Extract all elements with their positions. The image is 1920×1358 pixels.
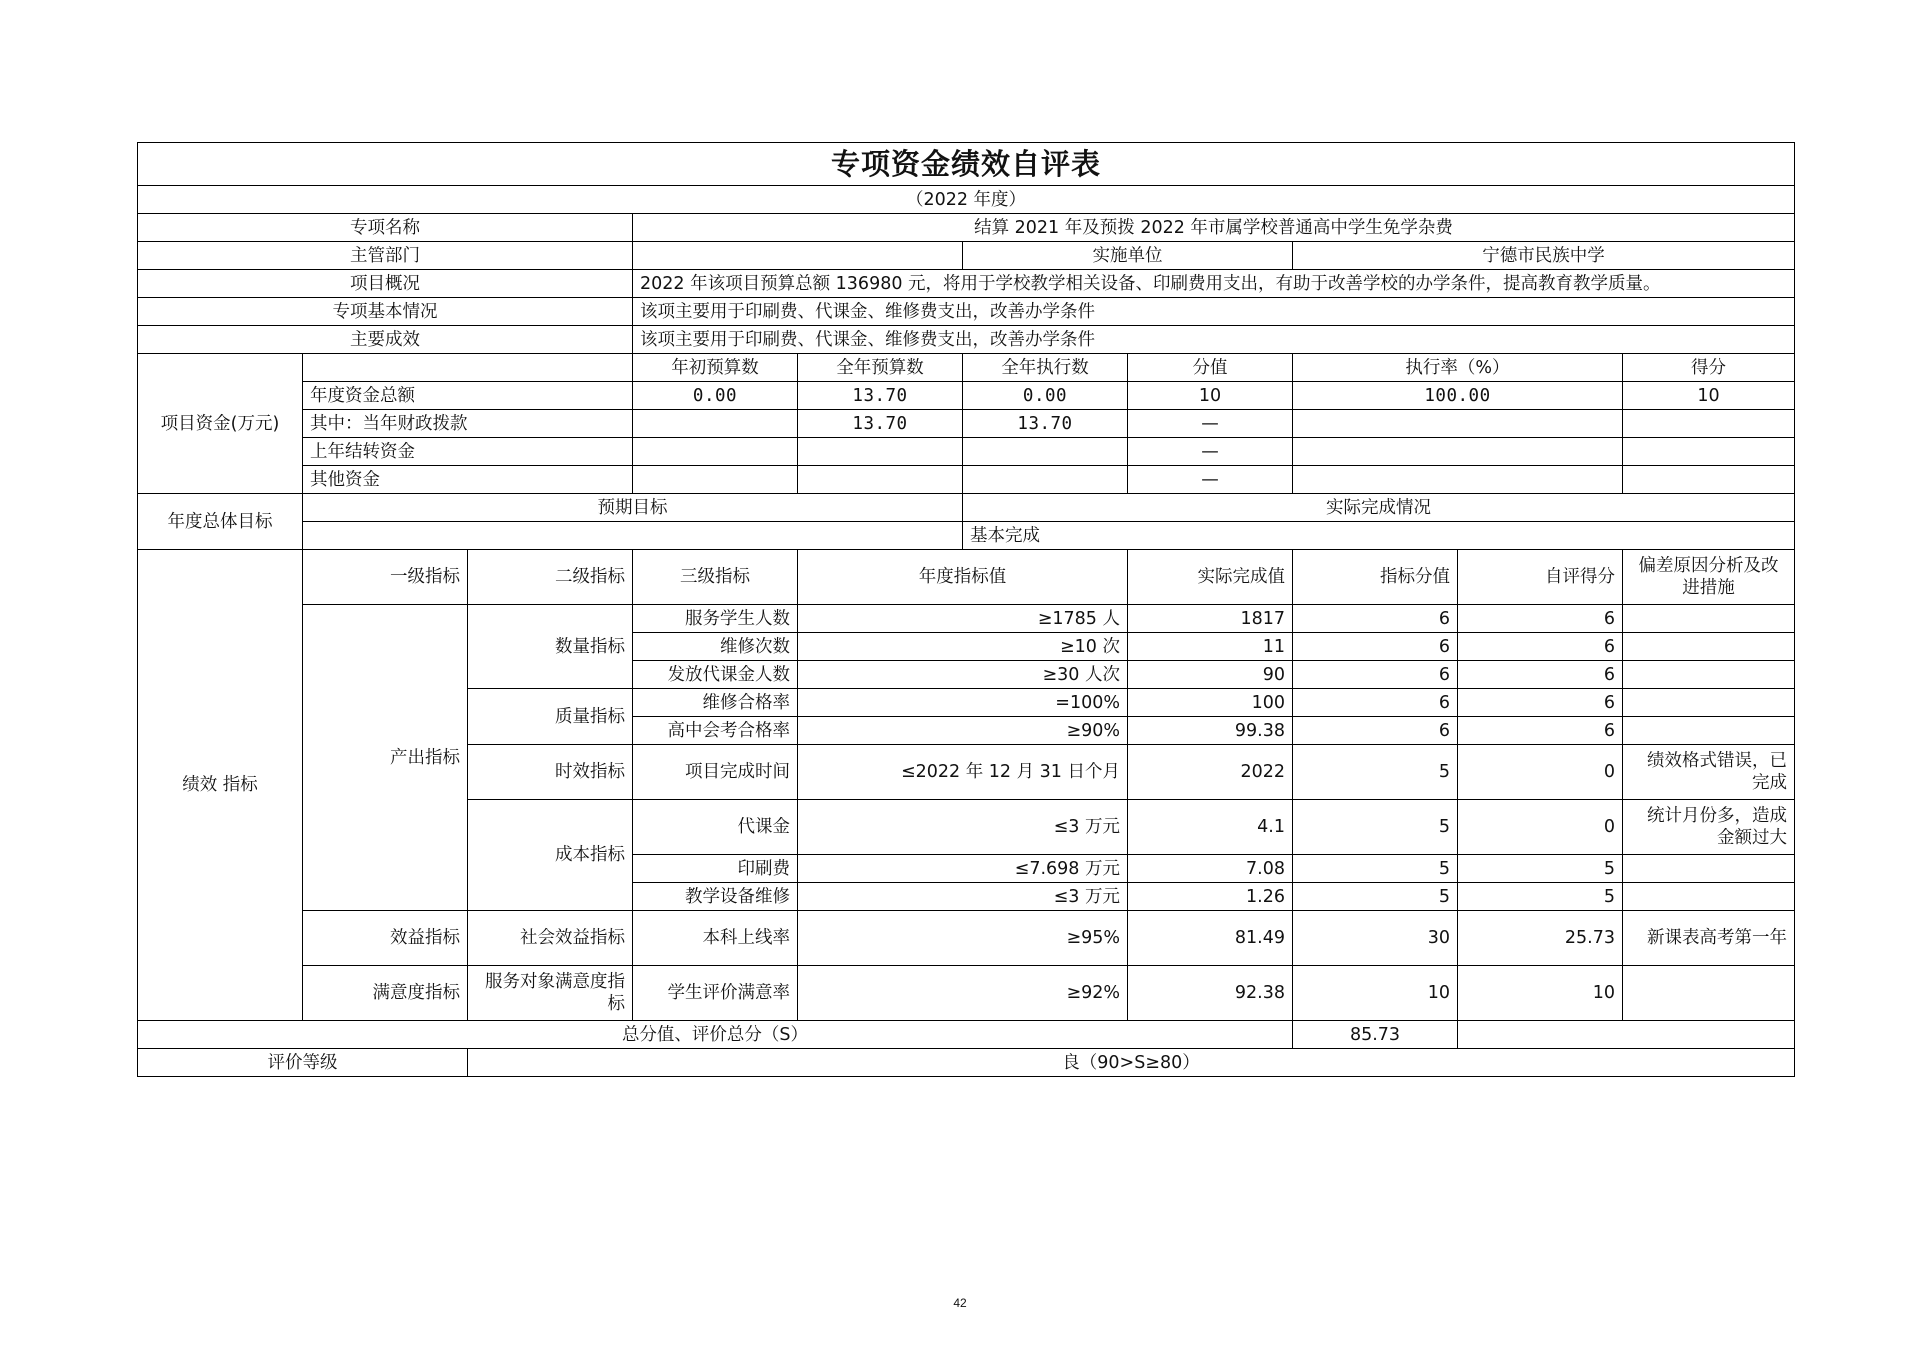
funds-cell — [1293, 438, 1623, 466]
indicator-name: 高中会考合格率 — [633, 717, 798, 745]
funds-header: 分值 — [1128, 354, 1293, 382]
dept-label: 主管部门 — [138, 242, 633, 270]
achievement-label: 主要成效 — [138, 326, 633, 354]
indicator-name: 印刷费 — [633, 855, 798, 883]
perf-header: 年度指标值 — [798, 550, 1128, 605]
funds-row-name: 上年结转资金 — [303, 438, 633, 466]
indicator-reason — [1623, 633, 1795, 661]
indicator-reason — [1623, 966, 1795, 1021]
indicator-reason — [1623, 661, 1795, 689]
indicator-actual: 4.1 — [1128, 800, 1293, 855]
indicator-actual: 1.26 — [1128, 883, 1293, 911]
funds-row-name: 其中：当年财政拨款 — [303, 410, 633, 438]
indicator-name: 维修次数 — [633, 633, 798, 661]
funds-cell — [798, 438, 963, 466]
indicator-actual: 99.38 — [1128, 717, 1293, 745]
perf-header: 实际完成值 — [1128, 550, 1293, 605]
indicator-weight: 10 — [1293, 966, 1458, 1021]
indicator-score: 6 — [1458, 689, 1623, 717]
expected-goal-header: 预期目标 — [303, 494, 963, 522]
project-name-label: 专项名称 — [138, 214, 633, 242]
indicator-weight: 6 — [1293, 717, 1458, 745]
indicator-reason: 绩效格式错误，已完成 — [1623, 745, 1795, 800]
indicator-actual: 92.38 — [1128, 966, 1293, 1021]
funds-row-name: 其他资金 — [303, 466, 633, 494]
funds-header-blank — [303, 354, 633, 382]
funds-cell: 10 — [1623, 382, 1795, 410]
funds-label: 项目资金(万元) — [138, 354, 303, 494]
funds-cell — [1293, 466, 1623, 494]
performance-evaluation-table — [137, 142, 1795, 1077]
level2-service-satisfaction: 服务对象满意度指标 — [468, 966, 633, 1021]
indicator-score: 5 — [1458, 855, 1623, 883]
grade-label: 评价等级 — [138, 1049, 468, 1077]
indicator-target: ≥92% — [798, 966, 1128, 1021]
indicator-target: ≥10 次 — [798, 633, 1128, 661]
indicator-reason: 统计月份多，造成金额过大 — [1623, 800, 1795, 855]
funds-cell — [633, 438, 798, 466]
indicator-score: 6 — [1458, 633, 1623, 661]
dept-value — [633, 242, 963, 270]
unit-label: 实施单位 — [963, 242, 1293, 270]
indicator-target: ≤7.698 万元 — [798, 855, 1128, 883]
indicator-name: 本科上线率 — [633, 911, 798, 966]
funds-cell — [963, 466, 1128, 494]
indicator-name: 学生评价满意率 — [633, 966, 798, 1021]
indicator-reason — [1623, 605, 1795, 633]
perf-header: 自评得分 — [1458, 550, 1623, 605]
indicator-score: 6 — [1458, 717, 1623, 745]
indicator-reason — [1623, 717, 1795, 745]
total-label: 总分值、评价总分（S） — [138, 1021, 1293, 1049]
level2-quality: 质量指标 — [468, 689, 633, 745]
indicator-weight: 5 — [1293, 745, 1458, 800]
funds-cell — [1623, 410, 1795, 438]
funds-header: 年初预算数 — [633, 354, 798, 382]
perf-header: 二级指标 — [468, 550, 633, 605]
funds-cell: 13.70 — [798, 410, 963, 438]
funds-row-name: 年度资金总额 — [303, 382, 633, 410]
indicator-score: 10 — [1458, 966, 1623, 1021]
indicator-target: ≥1785 人 — [798, 605, 1128, 633]
indicator-score: 5 — [1458, 883, 1623, 911]
funds-cell: — — [1128, 466, 1293, 494]
funds-cell: — — [1128, 438, 1293, 466]
funds-cell — [633, 410, 798, 438]
indicator-score: 0 — [1458, 745, 1623, 800]
funds-cell — [798, 466, 963, 494]
indicator-weight: 5 — [1293, 883, 1458, 911]
total-blank — [1458, 1021, 1795, 1049]
actual-goal-value: 基本完成 — [963, 522, 1795, 550]
funds-cell: — — [1128, 410, 1293, 438]
perf-header: 偏差原因分析及改进措施 — [1623, 550, 1795, 605]
overview-label: 项目概况 — [138, 270, 633, 298]
actual-goal-header: 实际完成情况 — [963, 494, 1795, 522]
indicator-name: 发放代课金人数 — [633, 661, 798, 689]
indicator-reason — [1623, 855, 1795, 883]
funds-header: 得分 — [1623, 354, 1795, 382]
indicator-target: =100% — [798, 689, 1128, 717]
funds-cell: 13.70 — [798, 382, 963, 410]
expected-goal-value — [303, 522, 963, 550]
table-title: 专项资金绩效自评表 — [138, 143, 1795, 186]
indicator-score: 0 — [1458, 800, 1623, 855]
indicator-weight: 6 — [1293, 689, 1458, 717]
indicator-weight: 5 — [1293, 855, 1458, 883]
overview-value: 2022 年该项目预算总额 136980 元，将用于学校教学相关设备、印刷费用支出，有助于改善学校的办学条件，提高教育教学质量。 — [633, 270, 1795, 298]
year-label: （2022 年度） — [138, 186, 1795, 214]
total-value: 85.73 — [1293, 1021, 1458, 1049]
achievement-value: 该项主要用于印刷费、代课金、维修费支出，改善办学条件 — [633, 326, 1795, 354]
indicator-name: 维修合格率 — [633, 689, 798, 717]
indicator-target: ≥90% — [798, 717, 1128, 745]
indicator-score: 6 — [1458, 661, 1623, 689]
indicator-target: ≥30 人次 — [798, 661, 1128, 689]
indicator-actual: 81.49 — [1128, 911, 1293, 966]
indicator-name: 服务学生人数 — [633, 605, 798, 633]
perf-label: 绩效 指标 — [138, 550, 303, 1021]
funds-cell — [963, 438, 1128, 466]
indicator-reason — [1623, 689, 1795, 717]
level1-benefit: 效益指标 — [303, 911, 468, 966]
perf-header: 指标分值 — [1293, 550, 1458, 605]
indicator-actual: 90 — [1128, 661, 1293, 689]
indicator-weight: 6 — [1293, 661, 1458, 689]
indicator-target: ≤3 万元 — [798, 883, 1128, 911]
indicator-weight: 30 — [1293, 911, 1458, 966]
page-number: 42 — [953, 1296, 967, 1310]
indicator-name: 代课金 — [633, 800, 798, 855]
indicator-weight: 6 — [1293, 605, 1458, 633]
level1-output: 产出指标 — [303, 605, 468, 911]
level2-quantity: 数量指标 — [468, 605, 633, 689]
indicator-actual: 7.08 — [1128, 855, 1293, 883]
annual-goal-label: 年度总体目标 — [138, 494, 303, 550]
level2-social-benefit: 社会效益指标 — [468, 911, 633, 966]
funds-cell: 10 — [1128, 382, 1293, 410]
funds-cell: 13.70 — [963, 410, 1128, 438]
indicator-actual: 100 — [1128, 689, 1293, 717]
level2-cost: 成本指标 — [468, 800, 633, 911]
perf-header: 一级指标 — [303, 550, 468, 605]
funds-cell — [1623, 438, 1795, 466]
grade-value: 良（90>S≥80） — [468, 1049, 1795, 1077]
level2-timeliness: 时效指标 — [468, 745, 633, 800]
funds-cell: 100.00 — [1293, 382, 1623, 410]
indicator-reason: 新课表高考第一年 — [1623, 911, 1795, 966]
indicator-reason — [1623, 883, 1795, 911]
indicator-target: ≥95% — [798, 911, 1128, 966]
funds-cell — [1293, 410, 1623, 438]
indicator-name: 教学设备维修 — [633, 883, 798, 911]
funds-header: 全年预算数 — [798, 354, 963, 382]
indicator-score: 6 — [1458, 605, 1623, 633]
indicator-name: 项目完成时间 — [633, 745, 798, 800]
perf-header: 三级指标 — [633, 550, 798, 605]
funds-header: 全年执行数 — [963, 354, 1128, 382]
funds-cell — [1623, 466, 1795, 494]
funds-cell: 0.00 — [963, 382, 1128, 410]
indicator-score: 25.73 — [1458, 911, 1623, 966]
funds-header: 执行率（%） — [1293, 354, 1623, 382]
level1-satisfaction: 满意度指标 — [303, 966, 468, 1021]
indicator-weight: 6 — [1293, 633, 1458, 661]
indicator-actual: 11 — [1128, 633, 1293, 661]
funds-cell: 0.00 — [633, 382, 798, 410]
basic-info-value: 该项主要用于印刷费、代课金、维修费支出，改善办学条件 — [633, 298, 1795, 326]
indicator-actual: 1817 — [1128, 605, 1293, 633]
indicator-target: ≤2022 年 12 月 31 日个月 — [798, 745, 1128, 800]
project-name-value: 结算 2021 年及预拨 2022 年市属学校普通高中学生免学杂费 — [633, 214, 1795, 242]
indicator-target: ≤3 万元 — [798, 800, 1128, 855]
unit-value: 宁德市民族中学 — [1293, 242, 1795, 270]
funds-cell — [633, 466, 798, 494]
basic-info-label: 专项基本情况 — [138, 298, 633, 326]
indicator-actual: 2022 — [1128, 745, 1293, 800]
indicator-weight: 5 — [1293, 800, 1458, 855]
